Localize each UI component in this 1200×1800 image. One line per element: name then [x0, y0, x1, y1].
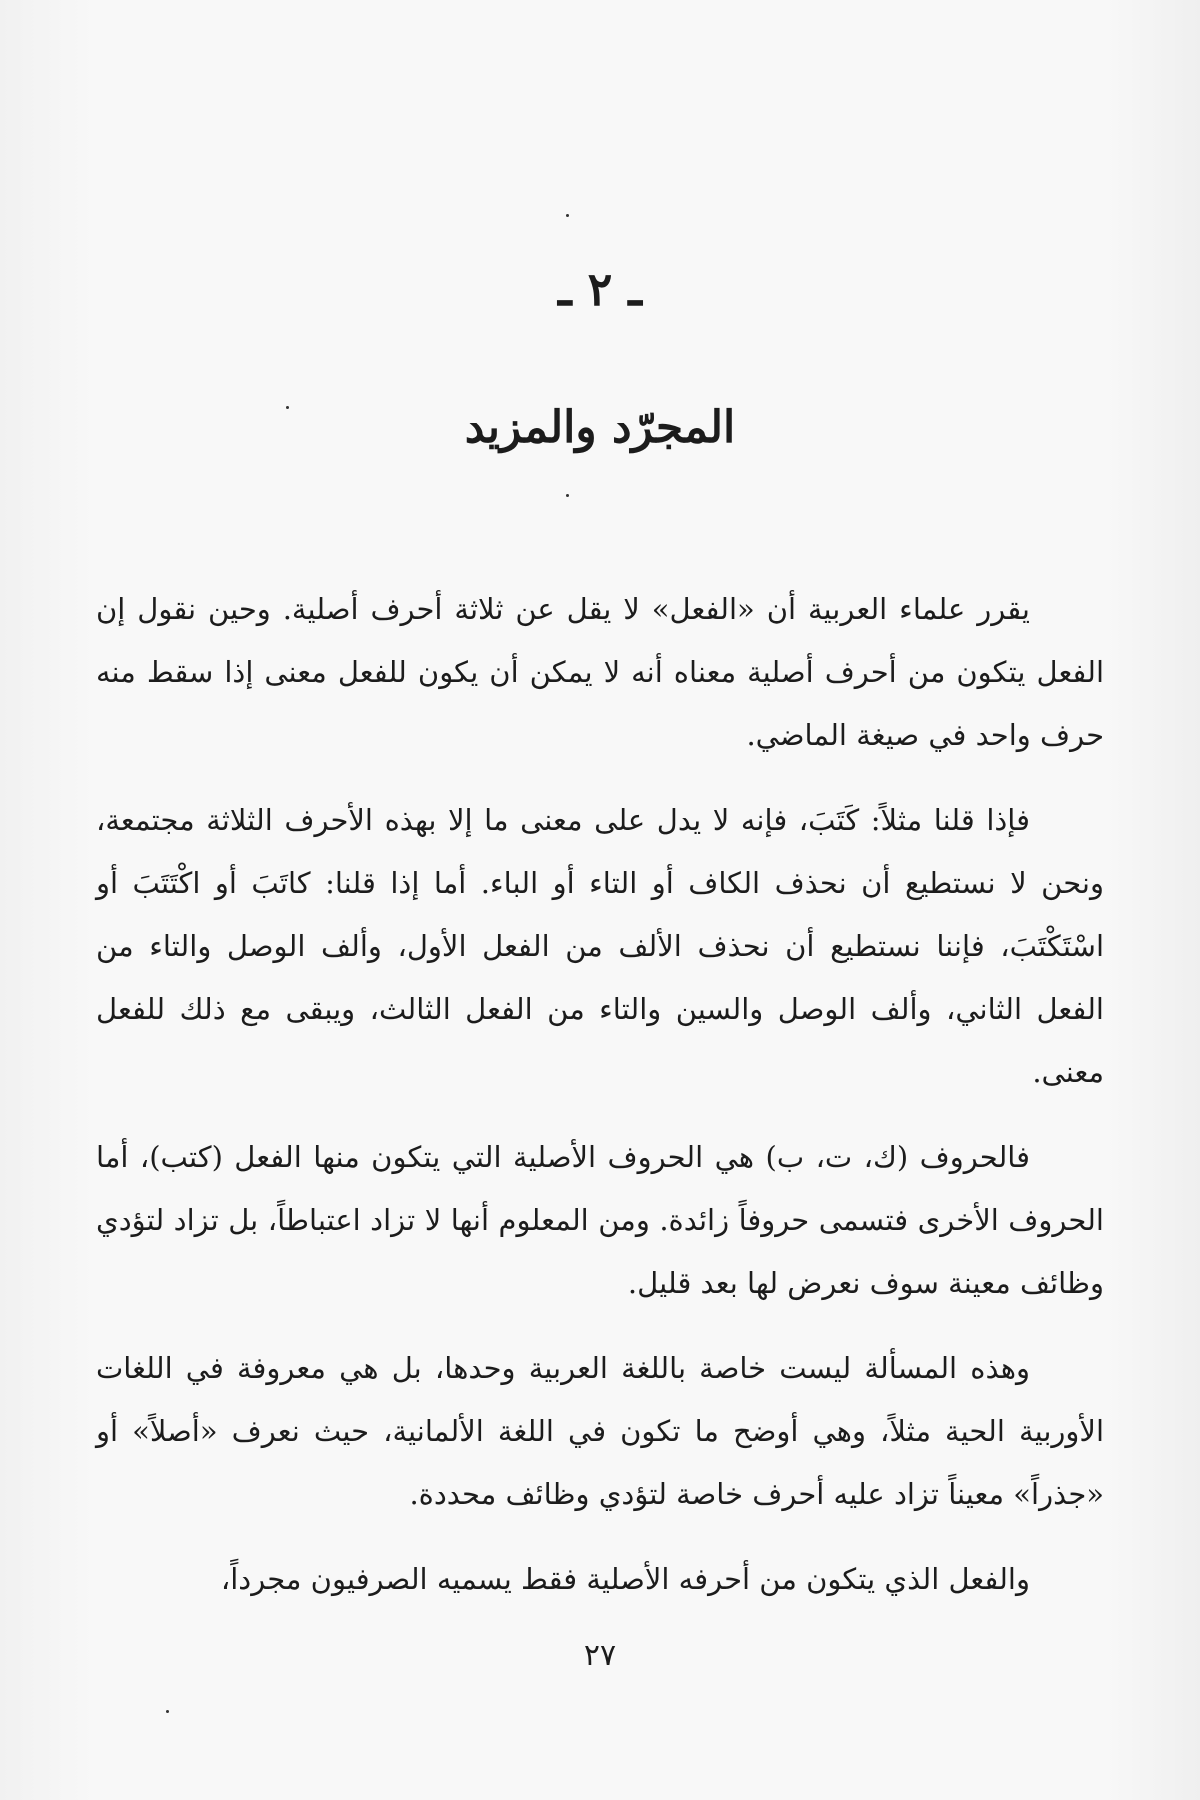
chapter-title: المجرّد والمزيد	[464, 402, 736, 453]
paragraph: والفعل الذي يتكون من أحرفه الأصلية فقط يسميه الصرفيون مجرداً،	[220, 1562, 1030, 1596]
paragraph: وهذه المسألة ليست خاصة باللغة العربية وحدها، بل هي معروفة في اللغات الأوربية الحية مثلاً، وهي أوضح ما تكون في اللغة الألمانية، حيث نعرف «أصلاً» أو «جذراً» معيناً تزاد عليه أحرف خاصة لتؤدي وظائف محددة.	[96, 1351, 1104, 1511]
paragraph: فالحروف (ك، ت، ب) هي الحروف الأصلية التي يتكون منها الفعل (كتب)، أما الحروف الأخرى فتسمى حروفاً زائدة. ومن المعلوم أنها لا تزاد اعتباطاً، بل تزاد لتؤدي وظائف معينة سوف نعرض لها بعد قليل.	[96, 1140, 1104, 1300]
paragraph: فإذا قلنا مثلاً: كَتَبَ، فإنه لا يدل على معنى ما إلا بهذه الأحرف الثلاثة مجتمعة، ونحن لا نستطيع أن نحذف الكاف أو التاء أو الباء. أما إذا قلنا: كاتَبَ أو اكْتَتَبَ أو اسْتَكْتَبَ، فإننا نستطيع أن نحذف الألف من الفعل الأول، وألف الوصل والتاء من الفعل الثاني، وألف الوصل والسين والتاء من الفعل الثالث، ويبقى مع ذلك للفعل معنى.	[96, 803, 1104, 1089]
ink-speck	[566, 494, 569, 497]
body-text	[96, 578, 1104, 1633]
ink-speck	[166, 1710, 169, 1713]
chapter-number: ـ ٢ ـ	[558, 262, 642, 316]
ink-speck	[566, 214, 569, 217]
page-number: ٢٧	[583, 1638, 617, 1673]
paragraph: يقرر علماء العربية أن «الفعل» لا يقل عن ثلاثة أحرف أصلية. وحين نقول إن الفعل يتكون من أحرف أصلية معناه أنه لا يمكن أن يكون للفعل معنى إذا سقط منه حرف واحد في صيغة الماضي.	[96, 592, 1104, 752]
ink-speck	[286, 406, 289, 409]
